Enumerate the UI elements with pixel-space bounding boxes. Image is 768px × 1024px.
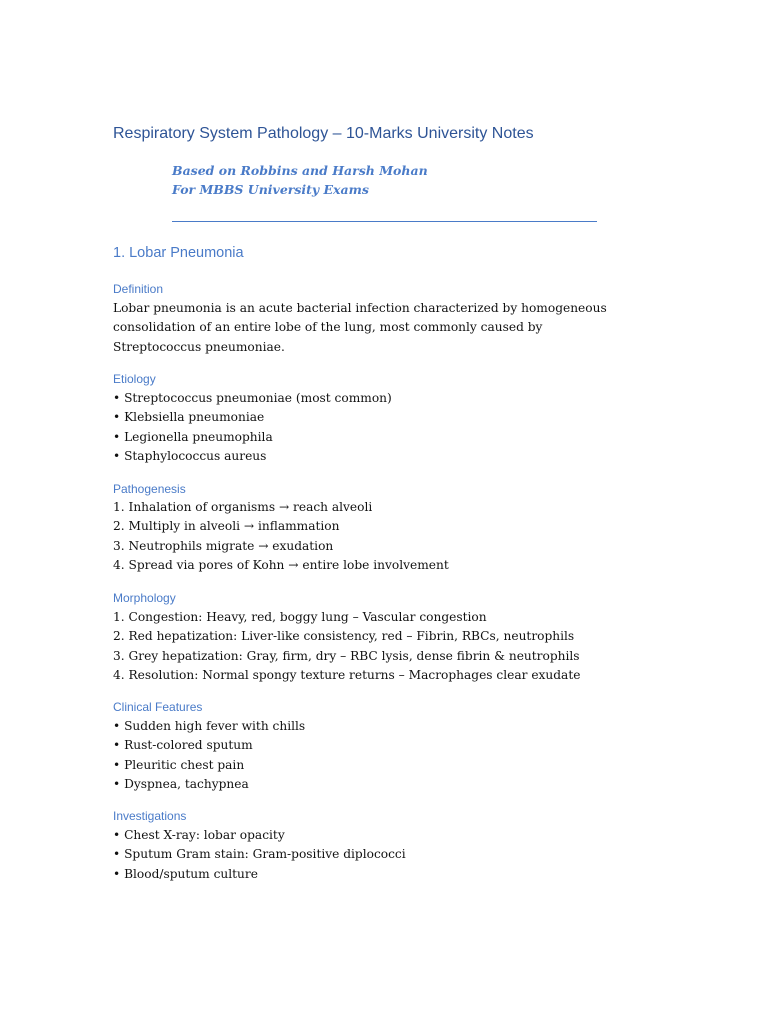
list-item: • Chest X-ray: lobar opacity <box>113 828 285 842</box>
list-item: 2. Multiply in alveoli → inflammation <box>113 519 340 534</box>
list-item: • Blood/sputum culture <box>113 866 258 881</box>
list-item: 3. Grey hepatization: Gray, firm, dry – RBC lysis, dense fibrin & neutrophils <box>113 648 580 663</box>
list-item: • Streptococcus pneumoniae (most common) <box>113 391 392 405</box>
investigations-list <box>113 826 406 884</box>
list-item: • Dyspnea, tachypnea <box>113 777 249 792</box>
document-title: Respiratory System Pathology – 10-Marks University Notes <box>113 125 534 142</box>
subtitle-source: Based on Robbins and Harsh Mohan <box>172 163 428 178</box>
subtitle-audience: For MBBS University Exams <box>172 182 369 197</box>
list-item: • Staphylococcus aureus <box>113 449 267 464</box>
list-item: • Sudden high fever with chills <box>113 719 306 733</box>
list-item: • Klebsiella pneumoniae <box>113 410 265 425</box>
list-item: 4. Spread via pores of Kohn → entire lobe involvement <box>113 558 449 573</box>
definition-text: Lobar pneumonia is an acute bacterial infection characterized by homogeneous consolidation of an entire lobe of the lung, most commonly caused by Streptococcus pneumoniae. <box>113 301 607 354</box>
investigations-heading: Investigations <box>113 809 187 823</box>
list-item: • Sputum Gram stain: Gram-positive diplococci <box>113 847 406 862</box>
list-item: • Legionella pneumophila <box>113 429 273 444</box>
morphology-list <box>113 608 580 686</box>
pathogenesis-list <box>113 498 449 576</box>
list-item: 4. Resolution: Normal spongy texture returns – Macrophages clear exudate <box>113 668 581 683</box>
etiology-heading: Etiology <box>113 372 156 386</box>
header-divider <box>172 221 597 222</box>
list-item: • Rust-colored sputum <box>113 738 253 753</box>
list-item: 1. Congestion: Heavy, red, boggy lung – Vascular congestion <box>113 610 487 624</box>
etiology-list <box>113 389 392 467</box>
pathogenesis-heading: Pathogenesis <box>113 482 186 496</box>
clinical-features-list <box>113 717 305 795</box>
morphology-heading: Morphology <box>113 591 176 605</box>
definition-heading: Definition <box>113 282 164 296</box>
list-item: 2. Red hepatization: Liver-like consistency, red – Fibrin, RBCs, neutrophils <box>113 629 575 644</box>
list-item: 3. Neutrophils migrate → exudation <box>113 538 334 553</box>
section-heading-lobar-pneumonia: 1. Lobar Pneumonia <box>113 245 244 261</box>
clinical-features-heading: Clinical Features <box>113 700 203 714</box>
list-item: • Pleuritic chest pain <box>113 757 245 772</box>
list-item: 1. Inhalation of organisms → reach alveoli <box>113 500 373 514</box>
